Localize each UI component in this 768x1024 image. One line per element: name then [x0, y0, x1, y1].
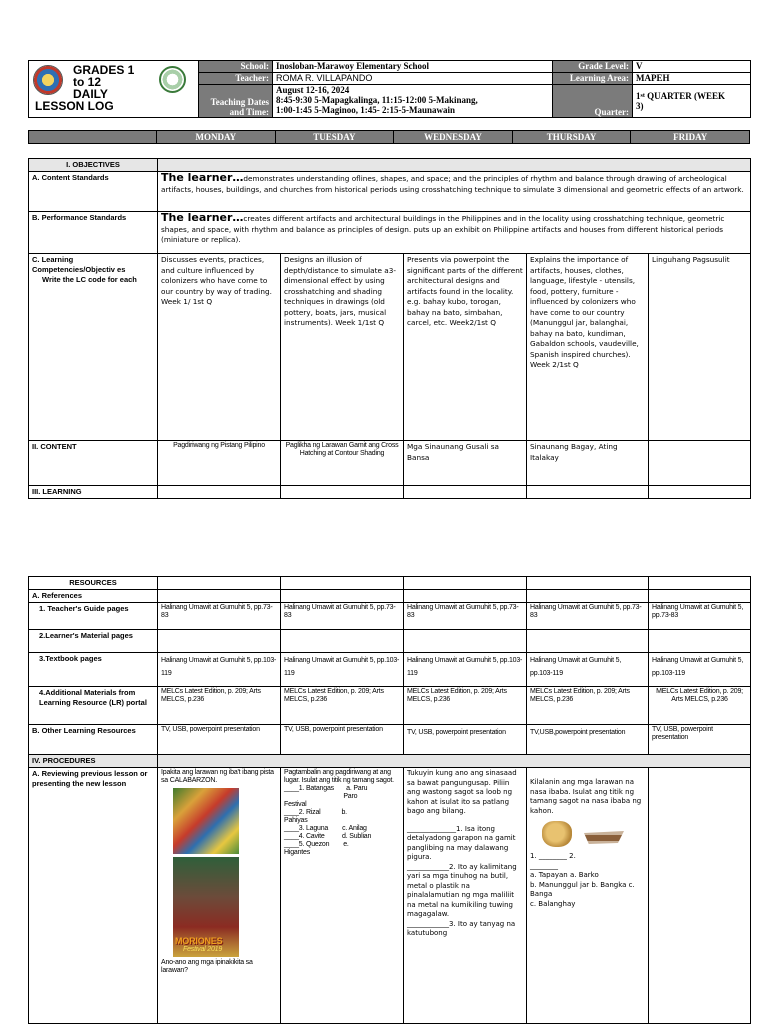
matching-item-5b: Higantes	[284, 849, 311, 856]
learning-wednesday	[404, 486, 527, 499]
performance-standards-lead: The learner…	[161, 211, 244, 224]
school-seal-icon	[159, 66, 186, 93]
matching-item-2b: Pahiyas	[284, 817, 308, 824]
identify-item-3: ____________3. Ito ay tanyag na katutubong	[407, 919, 516, 937]
performance-standards-label: B. Performance Standards	[29, 212, 158, 254]
review-thursday	[527, 768, 649, 1024]
teaching-dates-label-1: Teaching Dates	[210, 97, 269, 107]
tg-friday: Halinang Umawit at Gumuhit 5, pp.73-83	[649, 603, 751, 630]
school-label: School:	[199, 61, 273, 73]
artifact-choices-1: a. Tapayan a. Barko	[530, 871, 599, 879]
moriones-photo	[173, 857, 239, 957]
learning-label: III. LEARNING	[29, 486, 158, 499]
performance-standards-body: creates different artifacts and architectural buildings in the Philippines and in the locality using crosshatching technique, geometric shapes, and space, with rhythm and balance as principles of design. puts up an exhibit on Philippine artifacts and houses from different historical periods (miniature or replica).	[161, 214, 725, 244]
quarter-number: 1	[636, 90, 641, 101]
other-friday: TV, USB, powerpoint presentation	[649, 725, 751, 755]
teaching-dates-line-3: 1:00-1:45 5-Maginoo, 1:45- 2:15-5-Maunawain	[276, 104, 455, 115]
matching-item-1b: Paro	[284, 793, 358, 800]
content-thursday: Sinaunang Bagay, Ating Italakay	[527, 441, 649, 486]
moriones-poster-subtitle: Festival 2019	[183, 946, 223, 953]
content-wednesday: Mga Sinaunang Gusali sa Bansa	[404, 441, 527, 486]
lm-blank	[527, 630, 649, 653]
identify-item-2: ____________2. Ito ay kalimitang yari sa mga tinuhog na butil, metal o plastik na pinalalamutian ng mga maliliit na metal na kumikiling tuwing magagalaw.	[407, 862, 517, 918]
learning-friday	[649, 486, 751, 499]
matching-item-1: ____1. Batangas a. Paru	[284, 785, 368, 792]
teaching-dates-line-1: August 12-16, 2024	[276, 84, 350, 95]
teaching-dates-label	[199, 84, 273, 117]
procedures-heading-fill	[158, 755, 751, 768]
dll-title	[35, 63, 163, 113]
deped-seal-icon	[33, 65, 63, 95]
lc-friday: Linguhang Pagsusulit	[649, 254, 751, 441]
artifact-blank-2: ________	[530, 861, 558, 870]
artifact-instruction: Kilalanin ang mga larawan na nasa ibaba. Isulat ang titik ng tamang sagot na nasa ibaba ng kahon.	[530, 778, 642, 815]
review-monday-instruction: Ipakita ang larawan ng iba't ibang pista sa CALABARZON.	[161, 769, 274, 784]
objectives-table	[28, 158, 751, 499]
references-blank	[281, 590, 404, 603]
lc-tuesday: Designs an illusion of depth/distance to simulate a3- dimensional effect by using crosshatching and shading techniques in drawings (old pottery, boats, jars, musical instruments). Week 1/1st Q	[281, 254, 404, 441]
learning-tuesday	[281, 486, 404, 499]
quarter-label: Quarter:	[553, 84, 633, 117]
learning-monday	[158, 486, 281, 499]
teaching-dates-line-2: 8:45-9:30 5-Mapagkalinga, 11:15-12:00 5-Makinang,	[276, 94, 478, 105]
weekday-header	[28, 130, 750, 144]
am-monday: MELCs Latest Edition, p. 209; Arts MELCS, p.236	[158, 687, 281, 725]
lc-label-line-2: Write the LC code for each	[42, 275, 137, 284]
other-thursday: TV,USB,powerpoint presentation	[527, 725, 649, 755]
additional-materials-label: 4.Additional Materials from Learning Resource (LR) portal	[29, 687, 158, 725]
teaching-dates-label-2: and Time:	[229, 107, 269, 117]
content-standards-label: A. Content Standards	[29, 172, 158, 212]
lc-wednesday: Presents via powerpoint the significant parts of the different architectural designs and artifacts found in the locality. e.g. bahay kubo, torogan, bahay na bato, simbahan, carcel, etc. Week2/1st Q	[404, 254, 527, 441]
tb-wednesday: Halinang Umawit at Gumuhit 5, pp.103-119	[404, 653, 527, 687]
artifact-choices-2: b. Manunggul jar b. Bangka c. Banga	[530, 880, 635, 898]
tb-tuesday: Halinang Umawit at Gumuhit 5, pp.103-119	[281, 653, 404, 687]
lm-blank	[649, 630, 751, 653]
teacher-label: Teacher:	[199, 72, 273, 84]
artifact-choices-3: c. Balanghay	[530, 899, 576, 908]
grade-level-value: V	[633, 61, 751, 73]
title-line-4: LESSON LOG	[35, 99, 114, 113]
performance-standards-text	[158, 212, 751, 254]
review-wednesday	[404, 768, 527, 1024]
title-line-3: DAILY	[73, 87, 108, 101]
weekday-blank	[29, 131, 157, 144]
matching-instruction: Pagtambalin ang pagdiriwang at ang lugar. Isulat ang titik ng tamang sagot.	[284, 769, 394, 784]
day-tuesday: TUESDAY	[275, 131, 394, 144]
am-wednesday: MELCs Latest Edition, p. 209; Arts MELCS, p.236	[404, 687, 527, 725]
artifact-blanks: 1. ________ 2.	[530, 852, 576, 860]
boat-artifact-icon	[584, 827, 624, 847]
tb-friday: Halinang Umawit at Gumuhit 5, pp.103-119	[649, 653, 751, 687]
content-friday	[649, 441, 751, 486]
festival-photo	[173, 788, 239, 854]
resources-blank	[649, 577, 751, 590]
references-blank	[404, 590, 527, 603]
teaching-dates-value	[273, 84, 553, 117]
tg-monday: Halinang Umawit at Gumuhit 5, pp.73-83	[158, 603, 281, 630]
matching-item-1c: Festival	[284, 801, 307, 808]
review-friday	[649, 768, 751, 1024]
tg-tuesday: Halinang Umawit at Gumuhit 5, pp.73-83	[281, 603, 404, 630]
teacher-value: ROMA R. VILLAPANDO	[273, 72, 553, 84]
tg-thursday: Halinang Umawit at Gumuhit 5, pp.73-83	[527, 603, 649, 630]
resources-table	[28, 576, 751, 1024]
title-line-1: GRADES 1	[73, 63, 135, 77]
day-wednesday: WEDNESDAY	[394, 131, 513, 144]
lm-blank	[404, 630, 527, 653]
objectives-heading: I. OBJECTIVES	[29, 159, 158, 172]
title-line-2: to 12	[73, 75, 102, 89]
resources-blank	[158, 577, 281, 590]
grade-level-label: Grade Level:	[553, 61, 633, 73]
other-monday: TV, USB, powerpoint presentation	[158, 725, 281, 755]
resources-blank	[404, 577, 527, 590]
review-lesson-label: A. Reviewing previous lesson or presenting the new lesson	[29, 768, 158, 1024]
am-tuesday: MELCs Latest Edition, p. 209; Arts MELCS, p.236	[281, 687, 404, 725]
learning-area-value: MAPEH	[633, 72, 751, 84]
learning-thursday	[527, 486, 649, 499]
learners-material-label: 2.Learner's Material pages	[29, 630, 158, 653]
am-thursday: MELCs Latest Edition, p. 209; Arts MELCS, p.236	[527, 687, 649, 725]
objectives-heading-fill	[158, 159, 751, 172]
artifact-images	[542, 821, 645, 849]
tb-monday: Halinang Umawit at Gumuhit 5, pp.103-119	[158, 653, 281, 687]
content-monday: Pagdiriwang ng Pistang Pilipino	[158, 441, 281, 486]
quarter-text: QUARTER (WEEK	[644, 90, 726, 101]
content-standards-body: demonstrates understanding oflines, shapes, and space; and the principles of rhythm and balance through drawing of archeological artifacts, houses, buildings, and churches from historical periods using crosshatching technique to simulate 3 dimensional and geometric effects of an artwork.	[161, 174, 744, 194]
lc-label-line-1: C. Learning Competencies/Objectiv es	[32, 255, 126, 274]
lc-thursday: Explains the importance of artifacts, houses, clothes, language, lifestyle - utensils, food, pottery, furniture - influenced by colonizers who have come to our country (Manunggul jar, balanghai, bahay na bato, kundiman, Gabaldon schools, vaudeville, Spanish inspired churches). Week 2/1st Q	[527, 254, 649, 441]
review-tuesday	[281, 768, 404, 1024]
resources-heading: RESOURCES	[29, 577, 158, 590]
references-label: A. References	[29, 590, 158, 603]
content-standards-lead: The learner…	[161, 171, 244, 184]
school-value: Inosloban-Marawoy Elementary School	[273, 61, 553, 73]
tg-wednesday: Halinang Umawit at Gumuhit 5, pp.73-83	[404, 603, 527, 630]
matching-item-5: ____5. Quezon e.	[284, 841, 349, 848]
day-thursday: THURSDAY	[512, 131, 631, 144]
references-blank	[527, 590, 649, 603]
lc-monday: Discusses events, practices, and culture influenced by colonizers who have come to our country by way of trading. Week 1/ 1st Q	[158, 254, 281, 441]
other-wednesday: TV, USB, powerpoint presentation	[404, 725, 527, 755]
lm-blank	[158, 630, 281, 653]
references-blank	[649, 590, 751, 603]
day-monday: MONDAY	[157, 131, 276, 144]
matching-item-3: ____3. Laguna c. Anilag	[284, 825, 367, 832]
review-monday-question: Ano-ano ang mga ipinakikita sa larawan?	[161, 959, 253, 974]
learning-area-label: Learning Area:	[553, 72, 633, 84]
resources-blank	[281, 577, 404, 590]
identify-item-1: ______________1. Isa itong detalyadong garapon na gamit panglibing na may dalawang pigura.	[407, 824, 516, 861]
content-tuesday: Paglikha ng Larawan Gamit ang Cross Hatching at Contour Shading	[281, 441, 404, 486]
am-friday: MELCs Latest Edition, p. 209; Arts MELCS, p.236	[649, 687, 751, 725]
day-friday: FRIDAY	[631, 131, 750, 144]
references-blank	[158, 590, 281, 603]
jar-artifact-icon	[542, 821, 572, 847]
resources-blank	[527, 577, 649, 590]
identify-instruction: Tukuyin kung ano ang sinasaad sa bawat pangungusap. Piliin ang wastong sagot sa loob ng kahon at isulat ito sa patlang bago ang bilang.	[407, 769, 517, 815]
quarter-value	[633, 84, 751, 117]
content-label: II. CONTENT	[29, 441, 158, 486]
other-resources-label: B. Other Learning Resources	[29, 725, 158, 755]
header-table	[28, 60, 751, 118]
learning-competencies-label	[29, 254, 158, 441]
quarter-suffix: st	[640, 92, 645, 99]
textbook-pages-label: 3.Textbook pages	[29, 653, 158, 687]
matching-item-2: ____2. Rizal b.	[284, 809, 347, 816]
review-monday	[158, 768, 281, 1024]
procedures-heading: IV. PROCEDURES	[29, 755, 158, 768]
header-logo-cell	[29, 61, 199, 118]
content-standards-text	[158, 172, 751, 212]
lm-blank	[281, 630, 404, 653]
matching-item-4: ____4. Cavite d. Sublian	[284, 833, 372, 840]
tb-thursday: Halinang Umawit at Gumuhit 5, pp.103-119	[527, 653, 649, 687]
quarter-week: 3)	[636, 100, 644, 111]
moriones-poster-title: MORIONES	[175, 936, 223, 946]
identify-spacer	[407, 817, 523, 825]
teachers-guide-label: 1. Teacher's Guide pages	[29, 603, 158, 630]
other-tuesday: TV, USB, powerpoint presentation	[281, 725, 404, 755]
